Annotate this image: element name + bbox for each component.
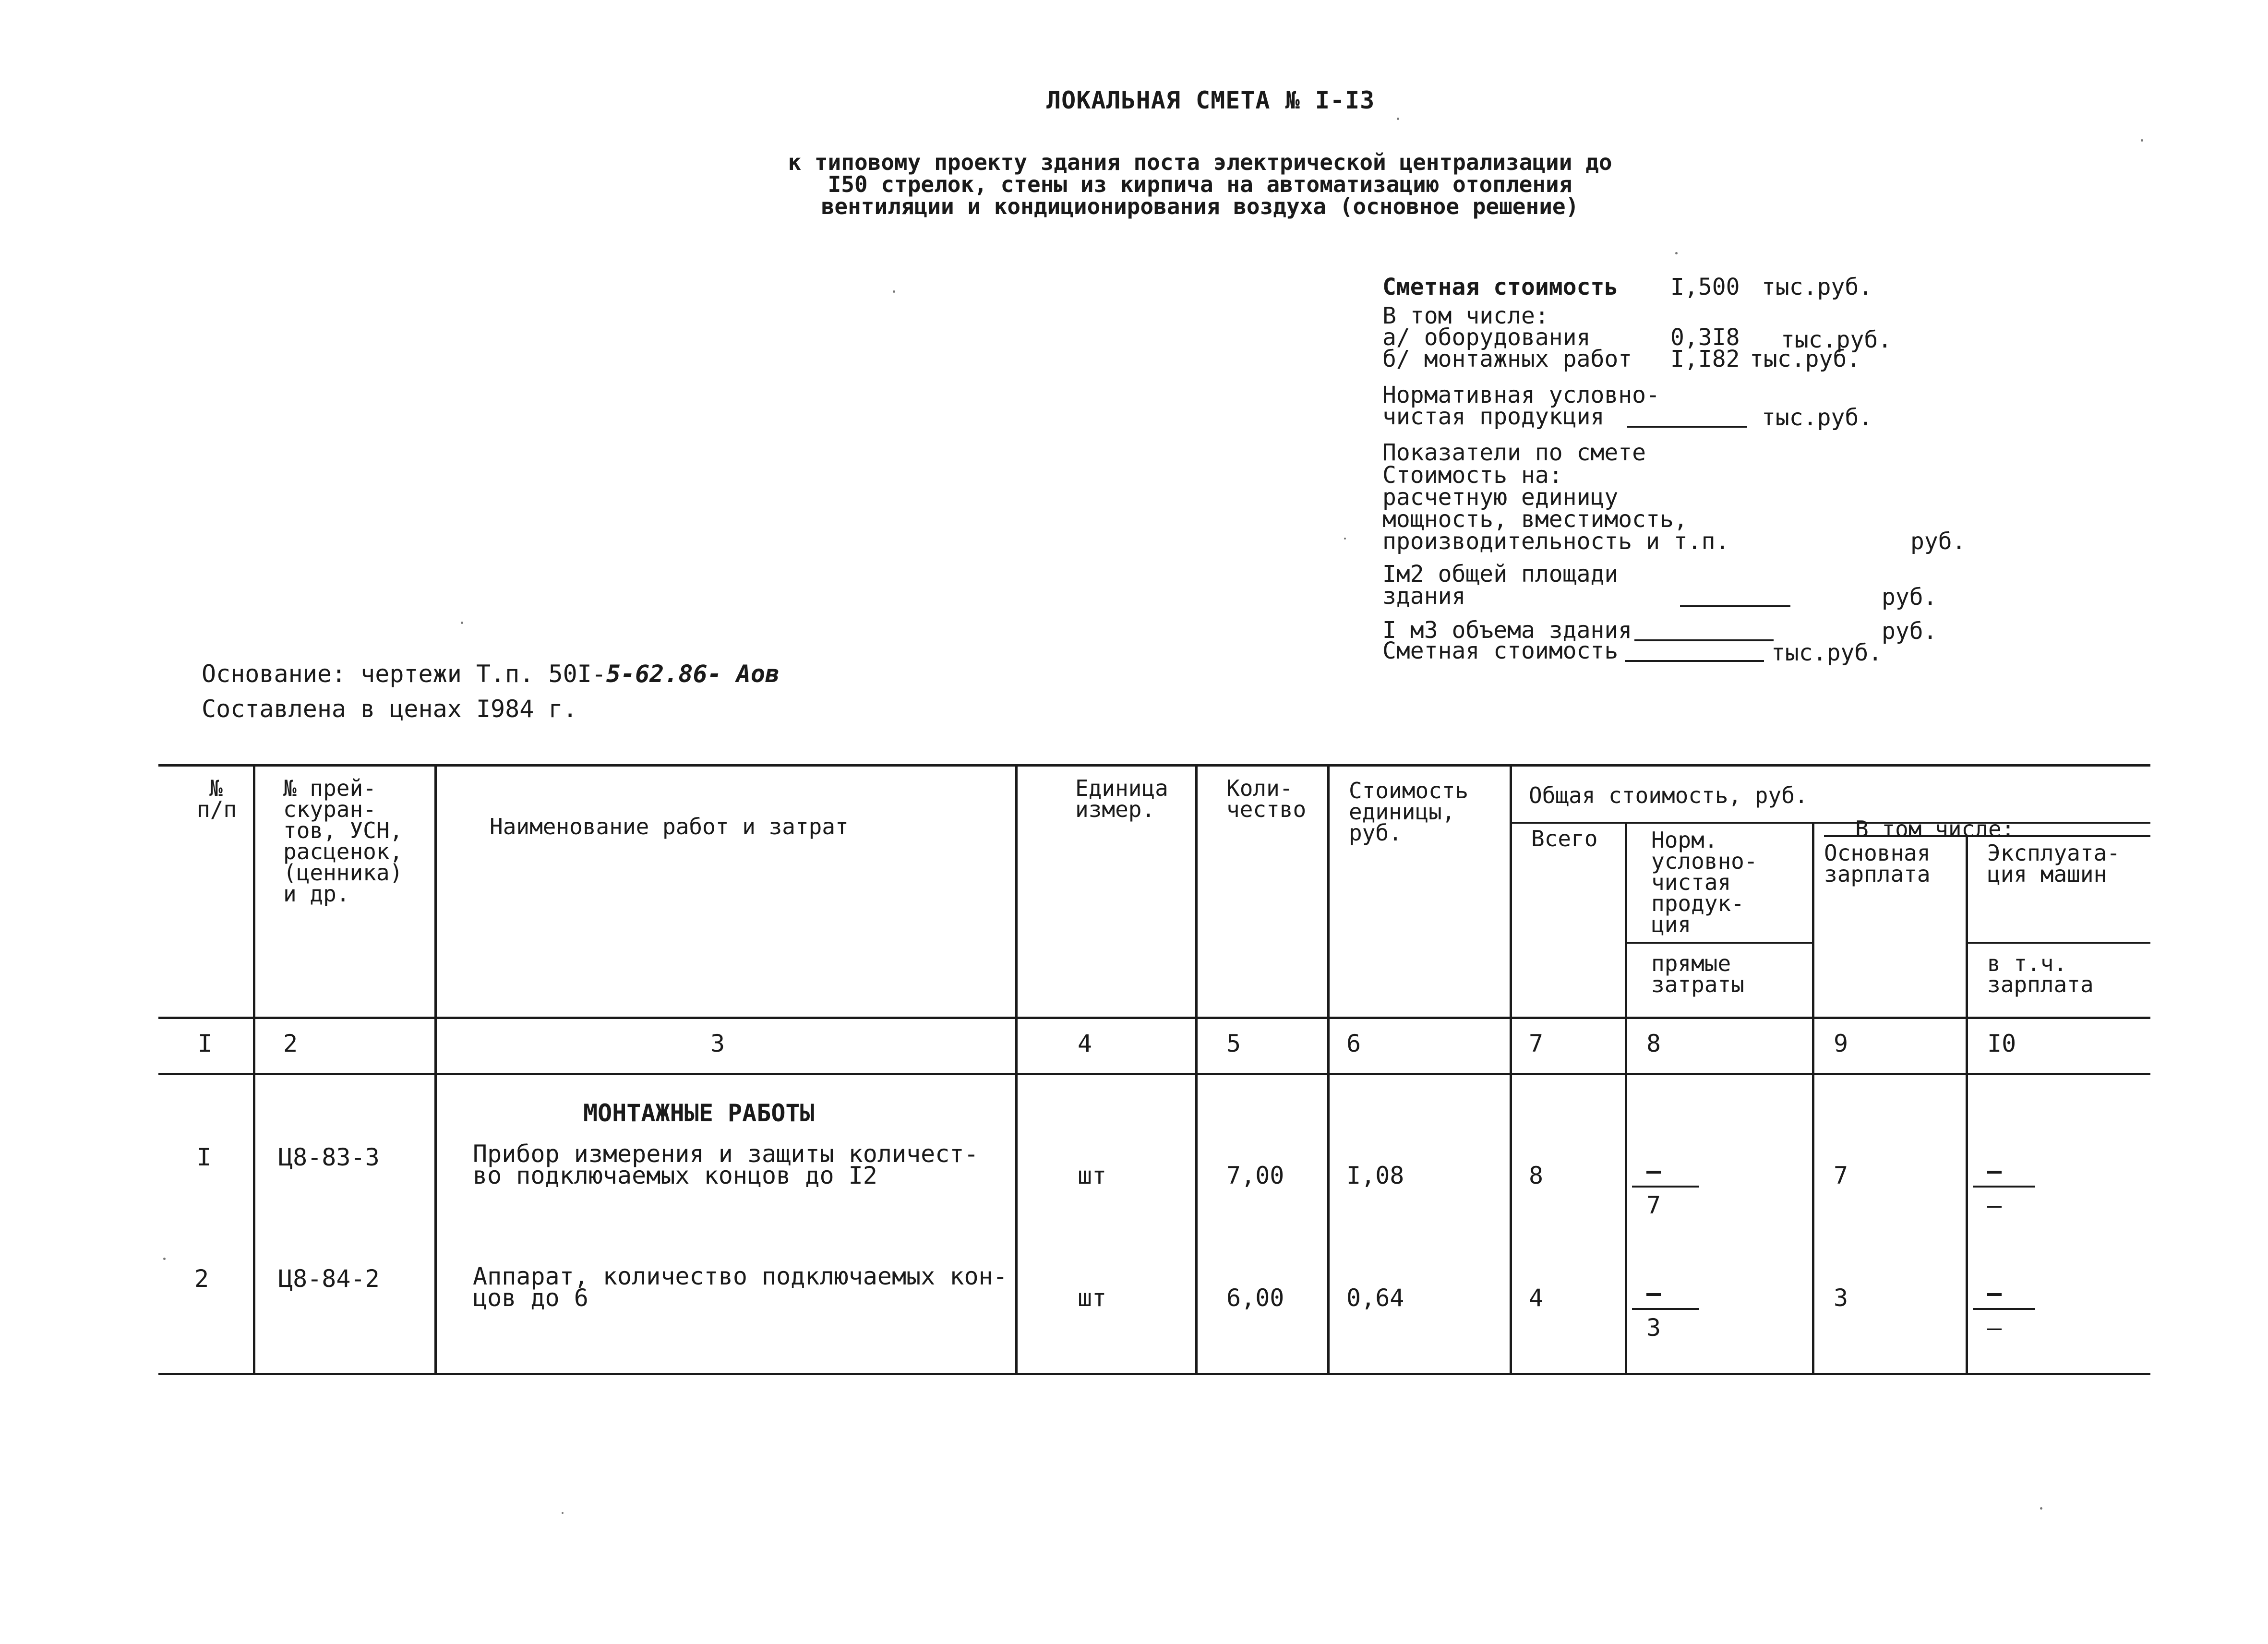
row-norm-bottom: 3	[1646, 1314, 1661, 1342]
indicators-line-1: Показатели по смете	[1382, 439, 1646, 466]
indicators-line-5: производительность и т.п.	[1382, 528, 1729, 555]
column-number: 7	[1529, 1030, 1544, 1057]
header-col2: № прей- скуран- тов, УСН, расценок, (ценника) и др.	[283, 775, 403, 907]
scan-speck	[2040, 1507, 2042, 1510]
row-salary: 7	[1834, 1162, 1848, 1189]
indicators-line-3: расчетную единицу	[1382, 484, 1619, 511]
row-name-line-1: Прибор измерения и защиты количест-	[473, 1140, 979, 1168]
including-label: В том числе:	[1382, 302, 1549, 329]
column-number: I	[198, 1030, 213, 1057]
row-unit: шт	[1078, 1284, 1107, 1312]
column-number: 6	[1346, 1030, 1361, 1057]
cost-label: Сметная стоимость	[1382, 274, 1619, 300]
column-number: 4	[1078, 1030, 1092, 1057]
installation-value: I,I82	[1670, 346, 1740, 372]
document-subtitle: к типовому проекту здания поста электрической централизации до I50 стрелок, стены из кирпича на автоматизацию отопления вентиляции и кондиционирования воздуха (основное решение)	[788, 149, 1612, 219]
row-name-line-1: Аппарат, количество подключаемых кон-	[473, 1262, 1008, 1290]
row-price: I,08	[1346, 1162, 1404, 1189]
scan-speck	[461, 622, 463, 624]
volume-unit: руб.	[1882, 618, 1937, 645]
row-total: 4	[1529, 1284, 1544, 1312]
scan-speck	[1675, 252, 1678, 254]
column-number: 9	[1834, 1030, 1848, 1057]
header-col8-sub: прямые затраты	[1651, 950, 1744, 997]
scan-speck	[1397, 118, 1399, 120]
cost-unit: тыс.руб.	[1762, 274, 1873, 300]
column-number: I0	[1987, 1030, 2016, 1057]
header-col6: Стоимость единицы, руб.	[1349, 778, 1469, 846]
row-machines-bottom: –	[1987, 1314, 2002, 1342]
cost-value: I,500	[1670, 274, 1740, 300]
scan-speck	[893, 290, 895, 293]
estimate-unit: тыс.руб.	[1771, 639, 1883, 666]
installation-unit: тыс.руб.	[1750, 346, 1861, 372]
row-name-line-2: во подключаемых концов до I2	[473, 1162, 877, 1189]
volume-label: I м3 объема здания	[1382, 617, 1632, 644]
header-col1: № п/п	[197, 775, 237, 822]
indicators-line-2: Стоимость на:	[1382, 462, 1563, 489]
basis-handwritten-code: 5-62.86- Аов	[606, 660, 780, 688]
installation-label: б/ монтажных работ	[1382, 346, 1632, 372]
row-machines-bottom: –	[1987, 1191, 2002, 1219]
header-total-group: Общая стоимость, руб.	[1529, 782, 1808, 808]
header-col10-sub: в т.ч. зарплата	[1987, 950, 2094, 997]
header-col9: Основная зарплата	[1824, 840, 1931, 887]
column-number: 3	[710, 1030, 725, 1057]
header-col4: Единица измер.	[1075, 775, 1168, 822]
header-incl-group: В том числе:	[1855, 816, 2015, 842]
row-norm-top: –	[1646, 1157, 1661, 1185]
header-col8: Норм. условно- чистая продук- ция	[1651, 827, 1758, 937]
basis-prefix: Основание: чертежи Т.п. 50I-	[202, 660, 606, 688]
normative-label-1: Нормативная условно-	[1382, 382, 1660, 408]
indicators-unit: руб.	[1910, 528, 1966, 555]
row-salary: 3	[1834, 1284, 1848, 1312]
scan-speck	[1344, 538, 1346, 540]
normative-label-2: чистая продукция	[1382, 403, 1605, 430]
indicators-line-4: мощность, вместимость,	[1382, 506, 1688, 533]
header-col7: Всего	[1531, 826, 1598, 852]
section-title: МОНТАЖНЫЕ РАБОТЫ	[583, 1099, 815, 1127]
scan-speck	[163, 1258, 166, 1260]
row-unit: шт	[1078, 1162, 1107, 1189]
row-qty: 7,00	[1226, 1162, 1284, 1189]
estimate-label: Сметная стоимость	[1382, 637, 1619, 664]
basis-line-2: Составлена в ценах I984 г.	[202, 695, 577, 723]
scan-speck	[2141, 139, 2143, 142]
column-number: 5	[1226, 1030, 1241, 1057]
row-norm-top: –	[1646, 1279, 1661, 1307]
area-unit: руб.	[1882, 584, 1937, 611]
row-qty: 6,00	[1226, 1284, 1284, 1312]
row-num: 2	[194, 1265, 209, 1293]
area-label-1: Iм2 общей площади	[1382, 561, 1619, 588]
equipment-label: а/ оборудования	[1382, 324, 1591, 351]
equipment-unit: тыс.руб.	[1781, 326, 1892, 353]
row-norm-bottom: 7	[1646, 1191, 1661, 1219]
scan-speck	[562, 1512, 564, 1514]
column-number: 8	[1646, 1030, 1661, 1057]
row-total: 8	[1529, 1162, 1544, 1189]
document-title: ЛОКАЛЬНАЯ СМЕТА № I-I3	[1046, 86, 1375, 114]
row-code: Ц8-83-3	[278, 1143, 380, 1171]
row-price: 0,64	[1346, 1284, 1404, 1312]
row-num: I	[197, 1143, 212, 1171]
area-label-2: здания	[1382, 583, 1466, 610]
column-number: 2	[283, 1030, 298, 1057]
equipment-value: 0,3I8	[1670, 324, 1740, 351]
row-code: Ц8-84-2	[278, 1265, 380, 1293]
row-name-line-2: цов до 6	[473, 1284, 588, 1312]
header-col10: Эксплуата- ция машин	[1987, 840, 2120, 887]
header-col3: Наименование работ и затрат	[490, 814, 849, 840]
normative-unit: тыс.руб.	[1762, 404, 1873, 431]
row-machines-top: –	[1987, 1157, 2002, 1185]
row-machines-top: –	[1987, 1279, 2002, 1307]
header-col5: Коли- чество	[1226, 775, 1307, 822]
